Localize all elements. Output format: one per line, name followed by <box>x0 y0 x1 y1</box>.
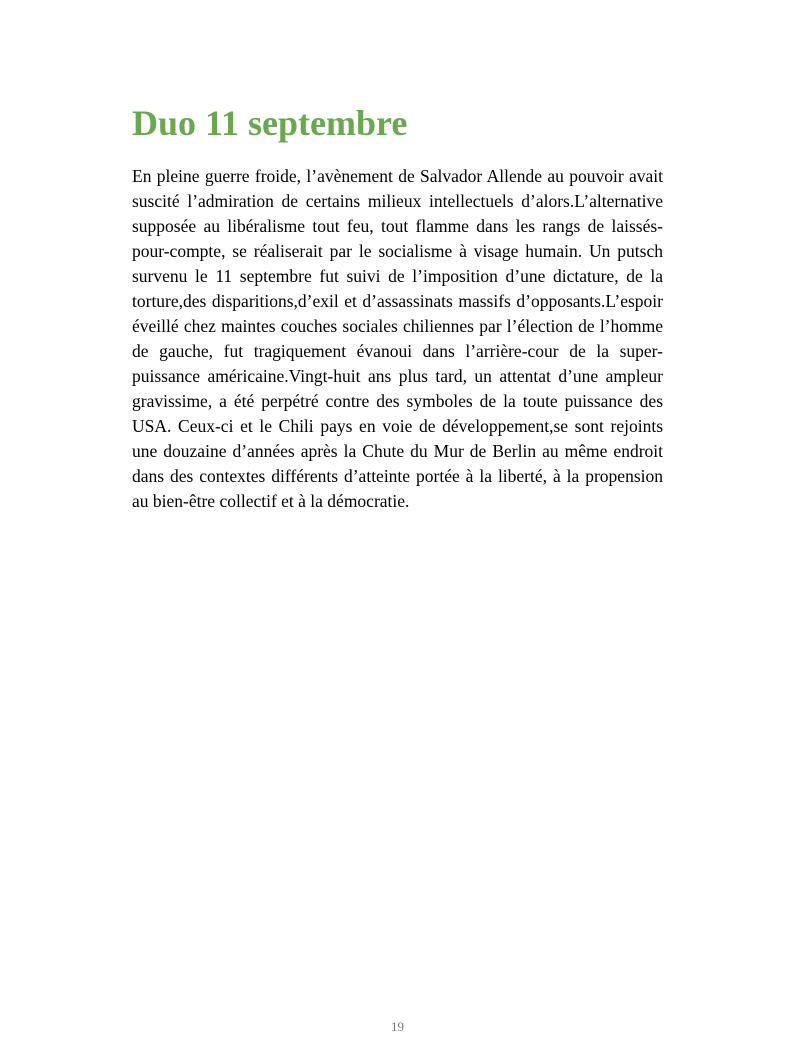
page-number: 19 <box>391 1019 404 1034</box>
body-paragraph: En pleine guerre froide, l’avènement de Salvador Allende au pouvoir avait suscité l’admiration de certains milieux intellectuels d’alors.L’alternative supposée au libéralisme tout feu, tout flamme dans les rangs de laissés-pour-compte, se réaliserait par le socialisme à visage humain. Un putsch survenu le 11 septembre fut suivi de l’imposition d’une dictature, de la torture,des disparitions,d’exil et d’assassinats massifs d’opposants.L’espoir éveillé chez maintes couches sociales chiliennes par l’élection de l’homme de gauche, fut tragiquement évanoui dans l’arrière-cour de la super-puissance américaine.Vingt-huit ans plus tard, un attentat d’une ampleur gravissime, a été perpétré contre des symboles de la toute puissance des USA. Ceux-ci et le Chili pays en voie de développement,se sont rejoints une douzaine d’années après la Chute du Mur de Berlin au même endroit dans des contextes différents d’atteinte portée à la liberté, à la propension au bien-être collectif et à la démocratie. <box>132 166 663 511</box>
page-title: Duo 11 septembre <box>132 103 408 143</box>
